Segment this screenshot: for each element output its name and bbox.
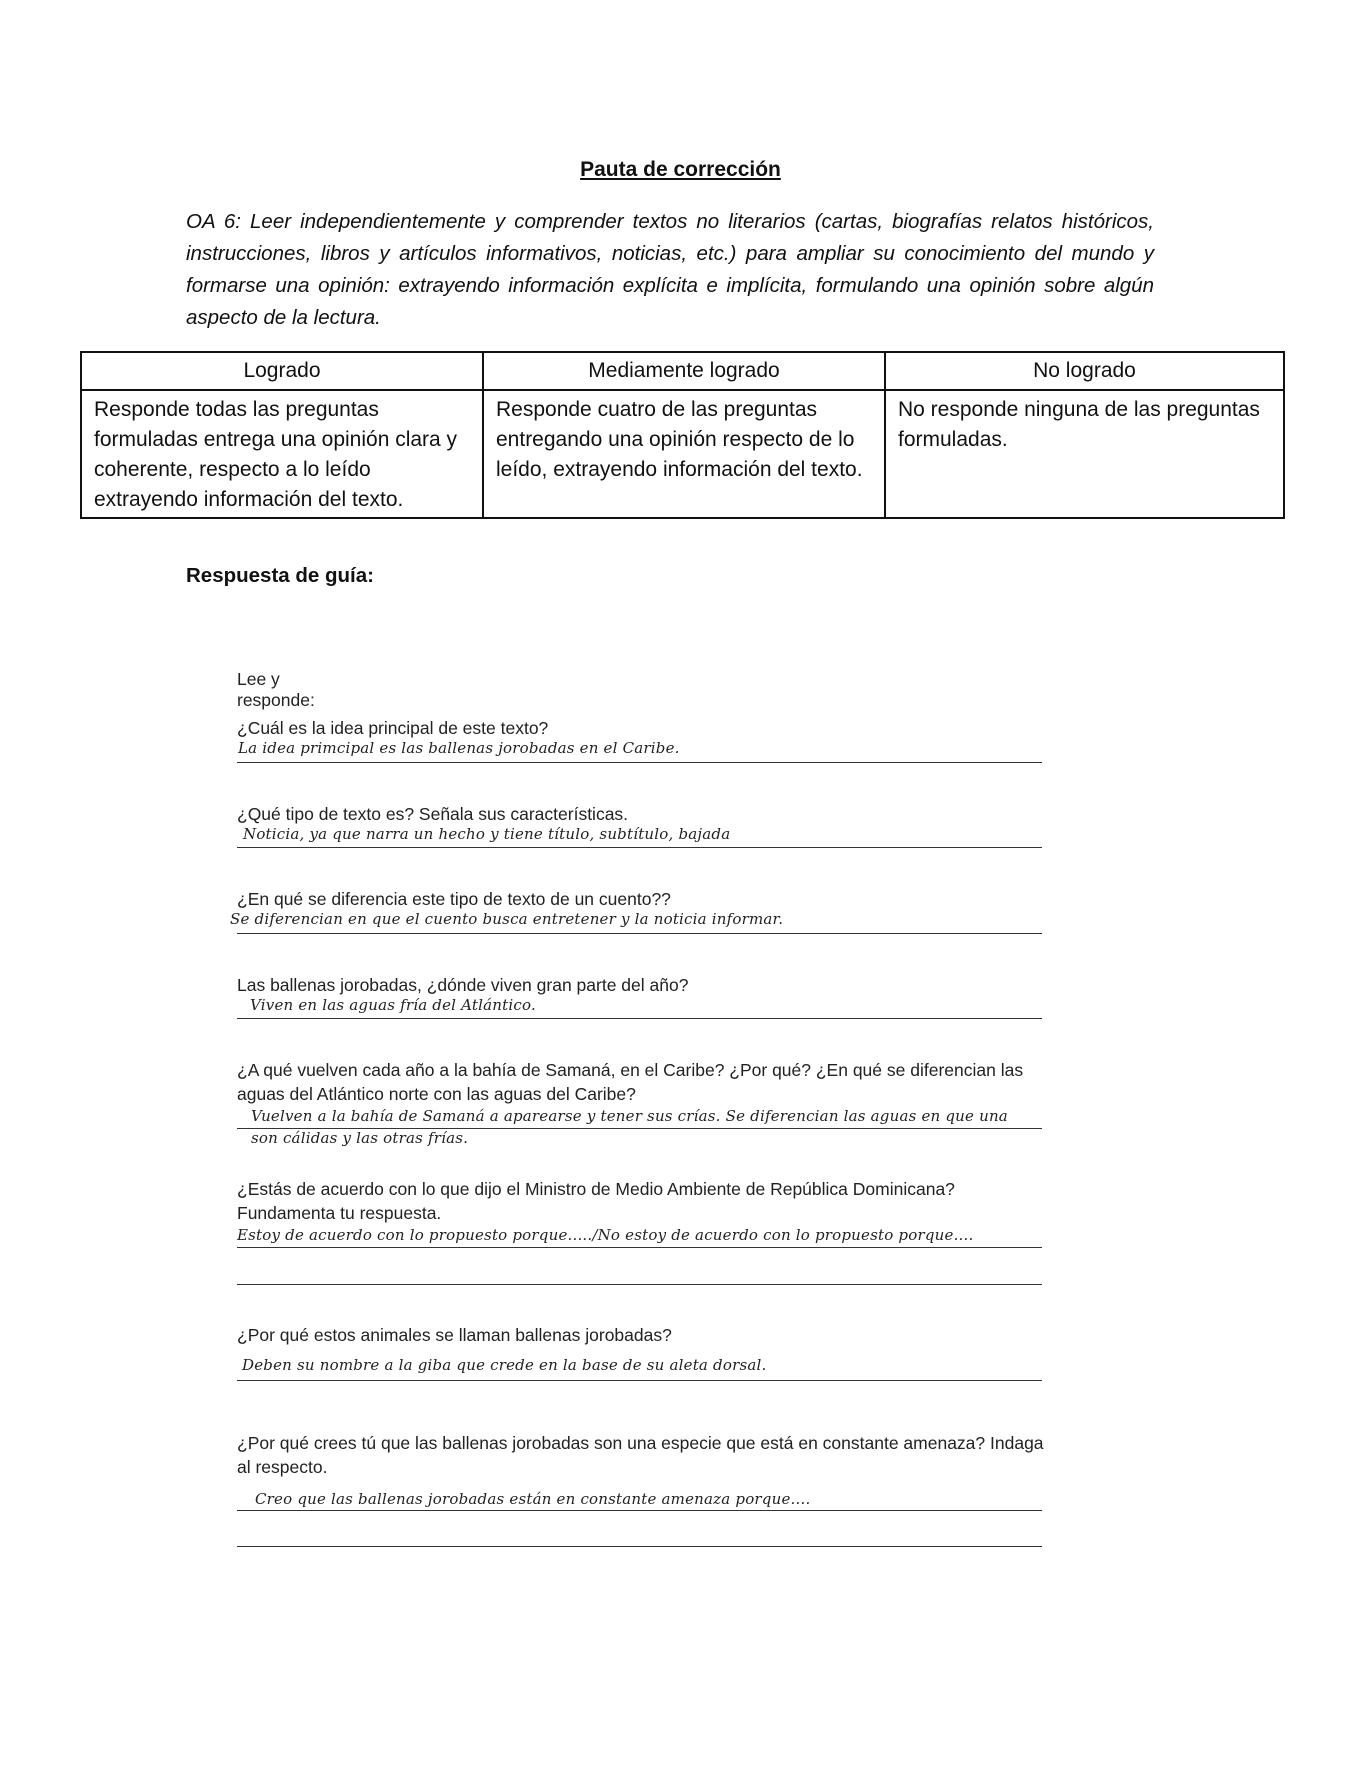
question-3: ¿En qué se diferencia este tipo de texto de un cuento?? [237,889,671,909]
section-heading: Respuesta de guía: [186,564,374,587]
answer-1: La idea primcipal es las ballenas jorobadas en el Caribe. [238,739,680,757]
rubric-header-row [81,352,1284,390]
answer-3: Se diferencian en que el cuento busca entretener y la noticia informar. [230,910,784,928]
rubric-header-logrado: Logrado [81,352,483,390]
learning-objective: OA 6: Leer independientemente y comprender textos no literarios (cartas, biografías relatos históricos, instrucciones, libros y artículos informativos, noticias, etc.) para ampliar su conocimiento del mundo y formarse una opinión: extrayendo información explícita e implícita, formulando una opinión sobre algún aspecto de la lectura. [186,210,1154,329]
rubric-criteria-row [81,390,1284,518]
answer-line [237,1018,1042,1019]
answer-8: Creo que las ballenas jorobadas están en constante amenaza porque.... [255,1490,811,1508]
question-4: Las ballenas jorobadas, ¿dónde viven gran parte del año? [237,975,689,995]
question-1: ¿Cuál es la idea principal de este texto? [237,718,549,738]
answer-4: Viven en las aguas fría del Atlántico. [250,996,536,1014]
answer-line [237,933,1042,934]
answer-5: Vuelven a la bahía de Samaná a aparearse y tener sus crías. Se diferencian las aguas en que una [251,1107,1008,1125]
question-2: ¿Qué tipo de texto es? Señala sus características. [237,804,629,824]
answer-line [237,847,1042,848]
answer-7: Deben su nombre a la giba que crede en la base de su aleta dorsal. [242,1356,767,1374]
answer-2: Noticia, ya que narra un hecho y tiene título, subtítulo, bajada [243,825,731,843]
question-8: ¿Por qué crees tú que las ballenas jorobadas son una especie que está en constante amenaza? Indaga al respecto. [237,1433,1044,1477]
worksheet-intro: Lee y responde: [237,669,315,710]
answer-5-continued: son cálidas y las otras frías. [251,1129,469,1147]
answer-6: Estoy de acuerdo con lo propuesto porque...../No estoy de acuerdo con lo propuesto porque.... [237,1226,974,1244]
answer-line [237,1284,1042,1285]
rubric-cell-no-logrado: No responde ninguna de las preguntas formuladas. [885,390,1284,518]
rubric-cell-mediamente-logrado: Responde cuatro de las preguntas entregando una opinión respecto de lo leído, extrayendo información del texto. [483,390,885,518]
rubric-table [80,351,1285,519]
answer-line [237,762,1042,763]
question-7: ¿Por qué estos animales se llaman ballenas jorobadas? [237,1325,672,1345]
answer-line [237,1380,1042,1381]
rubric-header-mediamente-logrado: Mediamente logrado [483,352,885,390]
answer-line [237,1247,1042,1248]
answer-line [237,1510,1042,1511]
question-6: ¿Estás de acuerdo con lo que dijo el Ministro de Medio Ambiente de República Dominicana? Fundamenta tu respuesta. [237,1179,955,1223]
question-5: ¿A qué vuelven cada año a la bahía de Samaná, en el Caribe? ¿Por qué? ¿En qué se diferencian las aguas del Atlántico norte con las aguas del Caribe? [237,1060,1024,1104]
answer-line [237,1546,1042,1547]
rubric-header-no-logrado: No logrado [885,352,1284,390]
page-title: Pauta de corrección [580,158,781,181]
rubric-cell-logrado: Responde todas las preguntas formuladas entrega una opinión clara y coherente, respecto a lo leído extrayendo información del texto. [81,390,483,518]
